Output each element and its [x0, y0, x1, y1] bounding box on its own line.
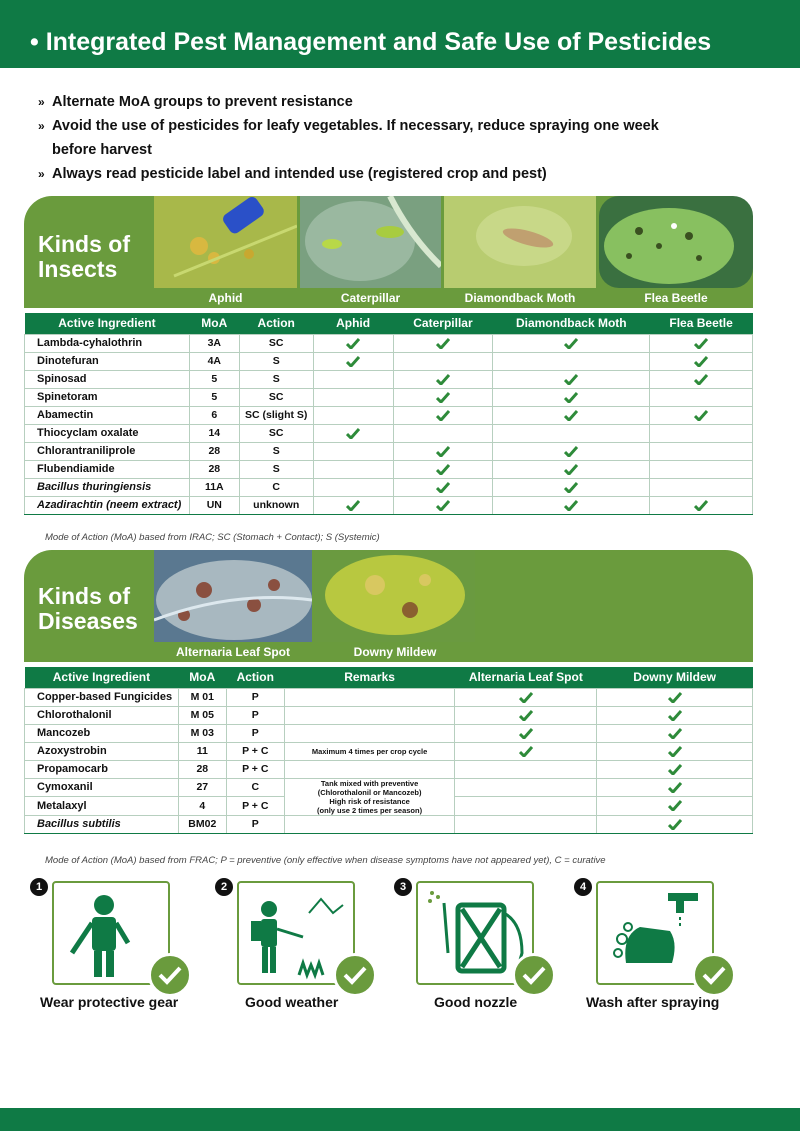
check-cell [313, 370, 393, 388]
active-ingredient-cell: Bacillus thuringiensis [25, 478, 190, 496]
check-cell [393, 334, 493, 352]
checkmark-icon [668, 764, 682, 775]
check-cell [493, 442, 650, 460]
column-header: Action [226, 667, 284, 688]
action-cell: P [226, 815, 284, 833]
active-ingredient-cell: Flubendiamide [25, 460, 190, 478]
check-cell [393, 352, 493, 370]
checkmark-icon [436, 446, 450, 457]
moa-cell: 14 [189, 424, 239, 442]
moa-cell: 4 [178, 797, 226, 816]
action-cell: P [226, 688, 284, 706]
moa-cell: UN [189, 496, 239, 514]
moa-cell: 4A [189, 352, 239, 370]
checkmark-icon [346, 338, 360, 349]
checkmark-icon [668, 692, 682, 703]
tip-good-weather: 2 Good weather [215, 878, 390, 1018]
moa-cell: 28 [189, 460, 239, 478]
checkmark-icon [564, 446, 578, 457]
column-header: Caterpillar [393, 313, 493, 334]
active-ingredient-cell: Azadirachtin (neem extract) [25, 496, 190, 514]
caterpillar-image [300, 196, 441, 288]
checkmark-icon [519, 692, 533, 703]
check-cell [493, 478, 650, 496]
check-cell [455, 724, 597, 742]
column-header: Aphid [313, 313, 393, 334]
remarks-cell [284, 706, 455, 724]
moa-cell: M 01 [178, 688, 226, 706]
checkmark-icon [564, 464, 578, 475]
check-cell [455, 760, 597, 778]
check-cell [650, 460, 753, 478]
check-icon [148, 953, 192, 997]
table-header-row [25, 313, 753, 334]
table-row [25, 724, 753, 742]
column-header: MoA [178, 667, 226, 688]
check-cell [455, 688, 597, 706]
check-cell [313, 442, 393, 460]
bullet-item: » Avoid the use of pesticides for leafy vegetables. If necessary, reduce spraying one week before harvest [38, 118, 659, 158]
check-cell [493, 352, 650, 370]
checkmark-icon [346, 500, 360, 511]
active-ingredient-cell: Metalaxyl [25, 797, 179, 816]
check-cell [455, 706, 597, 724]
action-cell: S [239, 460, 313, 478]
check-cell [493, 460, 650, 478]
footer-bar [0, 1108, 800, 1131]
check-cell [313, 406, 393, 424]
checkmark-icon [694, 374, 708, 385]
checkmark-icon [436, 374, 450, 385]
action-cell: P [226, 724, 284, 742]
check-cell [493, 388, 650, 406]
check-cell [455, 742, 597, 760]
moa-cell: 11A [189, 478, 239, 496]
table-row [25, 334, 753, 352]
checkmark-icon [694, 500, 708, 511]
insects-header [24, 196, 753, 308]
column-header: Action [239, 313, 313, 334]
action-cell: S [239, 442, 313, 460]
checkmark-icon [668, 728, 682, 739]
tip-good-nozzle: 3 Good nozzle [394, 878, 569, 1018]
moa-cell: 28 [189, 442, 239, 460]
checkmark-icon [436, 392, 450, 403]
bullet-item: » Alternate MoA groups to prevent resistance [38, 94, 353, 110]
checkmark-icon [564, 338, 578, 349]
moa-cell: 27 [178, 778, 226, 797]
checkmark-icon [694, 356, 708, 367]
column-header: Diamondback Moth [493, 313, 650, 334]
table-row [25, 478, 753, 496]
check-icon [692, 953, 736, 997]
checkmark-icon [436, 500, 450, 511]
diseases-note: Mode of Action (MoA) based from FRAC; P = preventive (only effective when disease symptoms have not appeared yet), C = curative [45, 855, 606, 866]
insects-note: Mode of Action (MoA) based from IRAC; SC (Stomach + Contact); S (Systemic) [45, 532, 380, 543]
action-cell: P [226, 706, 284, 724]
page-title: • Integrated Pest Management and Safe Use of Pesticides [30, 28, 712, 56]
check-cell [597, 688, 753, 706]
active-ingredient-cell: Azoxystrobin [25, 742, 179, 760]
check-cell [393, 496, 493, 514]
checkmark-icon [436, 464, 450, 475]
diseases-title: Kinds of Diseases [38, 583, 138, 634]
table-row [25, 442, 753, 460]
check-cell [313, 460, 393, 478]
moa-cell: 28 [178, 760, 226, 778]
remarks-cell [284, 688, 455, 706]
column-header: Downy Mildew [597, 667, 753, 688]
checkmark-icon [694, 338, 708, 349]
table-row [25, 742, 753, 760]
check-cell [650, 406, 753, 424]
checkmark-icon [564, 392, 578, 403]
moa-cell: 5 [189, 388, 239, 406]
check-cell [393, 370, 493, 388]
check-cell [313, 478, 393, 496]
table-row [25, 760, 753, 778]
insects-title: Kinds of Insects [38, 231, 130, 282]
table-row [25, 688, 753, 706]
action-cell: SC [239, 388, 313, 406]
checkmark-icon [436, 338, 450, 349]
table-row [25, 496, 753, 514]
diseases-header [24, 550, 753, 662]
diamondback-moth-photo: Diamondback Moth [444, 196, 596, 308]
table-row [25, 370, 753, 388]
moa-cell: 6 [189, 406, 239, 424]
check-cell [650, 370, 753, 388]
check-cell [650, 442, 753, 460]
remarks-cell [284, 724, 455, 742]
remarks-cell [284, 760, 455, 778]
checkmark-icon [668, 782, 682, 793]
check-cell [493, 496, 650, 514]
checkmark-icon [564, 374, 578, 385]
flea-beetle-image [599, 196, 753, 288]
checkmark-icon [346, 428, 360, 439]
active-ingredient-cell: Bacillus subtilis [25, 815, 179, 833]
remarks-cell [284, 815, 455, 833]
active-ingredient-cell: Mancozeb [25, 724, 179, 742]
diseases-table [24, 667, 753, 834]
tip-wash-after-spraying: 4 Wash after spraying [574, 878, 749, 1018]
check-cell [597, 742, 753, 760]
column-header: MoA [189, 313, 239, 334]
action-cell: S [239, 370, 313, 388]
check-cell [650, 496, 753, 514]
moth-image [444, 196, 596, 288]
action-cell: SC [239, 424, 313, 442]
moa-cell: M 03 [178, 724, 226, 742]
check-cell [650, 352, 753, 370]
active-ingredient-cell: Propamocarb [25, 760, 179, 778]
check-cell [650, 388, 753, 406]
check-cell [313, 334, 393, 352]
downy-mildew-photo: Downy Mildew [315, 550, 475, 662]
moa-cell: BM02 [178, 815, 226, 833]
check-cell [493, 370, 650, 388]
check-cell [597, 815, 753, 833]
downy-mildew-image [315, 550, 475, 642]
check-cell [650, 478, 753, 496]
caterpillar-photo: Caterpillar [300, 196, 441, 308]
action-cell: P + C [226, 742, 284, 760]
active-ingredient-cell: Spinetoram [25, 388, 190, 406]
checkmark-icon [668, 746, 682, 757]
column-header: Flea Beetle [650, 313, 753, 334]
check-icon [333, 953, 377, 997]
moa-cell: 11 [178, 742, 226, 760]
active-ingredient-cell: Copper-based Fungicides [25, 688, 179, 706]
check-cell [393, 388, 493, 406]
header-bar [0, 0, 800, 68]
insects-table [24, 313, 753, 515]
check-cell [313, 496, 393, 514]
check-cell [597, 797, 753, 816]
check-cell [455, 815, 597, 833]
active-ingredient-cell: Thiocyclam oxalate [25, 424, 190, 442]
moa-cell: 5 [189, 370, 239, 388]
check-cell [393, 406, 493, 424]
checkmark-icon [519, 728, 533, 739]
check-cell [393, 424, 493, 442]
checkmark-icon [564, 500, 578, 511]
table-row [25, 778, 753, 797]
table-row [25, 352, 753, 370]
check-cell [313, 388, 393, 406]
bullet-list [38, 90, 758, 186]
check-cell [597, 778, 753, 797]
check-cell [597, 706, 753, 724]
aphid-photo: Aphid [154, 196, 297, 308]
check-cell [493, 334, 650, 352]
checkmark-icon [694, 410, 708, 421]
checkmark-icon [564, 410, 578, 421]
tip-protective-gear: 1 Wear protective gear [30, 878, 205, 1018]
table-row [25, 460, 753, 478]
checkmark-icon [668, 800, 682, 811]
check-cell [393, 460, 493, 478]
check-cell [455, 778, 597, 797]
check-cell [393, 442, 493, 460]
action-cell: unknown [239, 496, 313, 514]
action-cell: P + C [226, 760, 284, 778]
table-row [25, 706, 753, 724]
active-ingredient-cell: Spinosad [25, 370, 190, 388]
alternaria-image [154, 550, 312, 642]
active-ingredient-cell: Lambda-cyhalothrin [25, 334, 190, 352]
check-cell [393, 478, 493, 496]
column-header: Remarks [284, 667, 455, 688]
action-cell: C [239, 478, 313, 496]
checkmark-icon [436, 410, 450, 421]
action-cell: S [239, 352, 313, 370]
active-ingredient-cell: Chlorantraniliprole [25, 442, 190, 460]
aphid-image [154, 196, 297, 288]
table-row [25, 388, 753, 406]
moa-cell: M 05 [178, 706, 226, 724]
check-cell [493, 406, 650, 424]
check-cell [597, 724, 753, 742]
checkmark-icon [668, 819, 682, 830]
alternaria-photo: Alternaria Leaf Spot [154, 550, 312, 662]
table-header-row [25, 667, 753, 688]
check-cell [455, 797, 597, 816]
check-cell [650, 424, 753, 442]
check-cell [313, 352, 393, 370]
checkmark-icon [346, 356, 360, 367]
checkmark-icon [564, 482, 578, 493]
active-ingredient-cell: Chlorothalonil [25, 706, 179, 724]
moa-cell: 3A [189, 334, 239, 352]
checkmark-icon [436, 482, 450, 493]
remarks-cell: Maximum 4 times per crop cycle [284, 742, 455, 760]
check-cell [493, 424, 650, 442]
check-cell [597, 760, 753, 778]
flea-beetle-photo: Flea Beetle [599, 196, 753, 308]
active-ingredient-cell: Cymoxanil [25, 778, 179, 797]
column-header: Active Ingredient [25, 667, 179, 688]
table-row [25, 815, 753, 833]
column-header: Active Ingredient [25, 313, 190, 334]
checkmark-icon [668, 710, 682, 721]
check-cell [650, 334, 753, 352]
table-row [25, 424, 753, 442]
checkmark-icon [519, 710, 533, 721]
active-ingredient-cell: Dinotefuran [25, 352, 190, 370]
column-header: Alternaria Leaf Spot [455, 667, 597, 688]
table-row [25, 406, 753, 424]
bullet-item: » Always read pesticide label and intended use (registered crop and pest) [38, 166, 547, 182]
action-cell: C [226, 778, 284, 797]
check-cell [313, 424, 393, 442]
action-cell: P + C [226, 797, 284, 816]
action-cell: SC [239, 334, 313, 352]
checkmark-icon [519, 746, 533, 757]
check-icon [512, 953, 556, 997]
action-cell: SC (slight S) [239, 406, 313, 424]
active-ingredient-cell: Abamectin [25, 406, 190, 424]
remarks-cell: Tank mixed with preventive (Chlorothalonil or Mancozeb) High risk of resistance (only use 2 times per season) [284, 778, 455, 815]
